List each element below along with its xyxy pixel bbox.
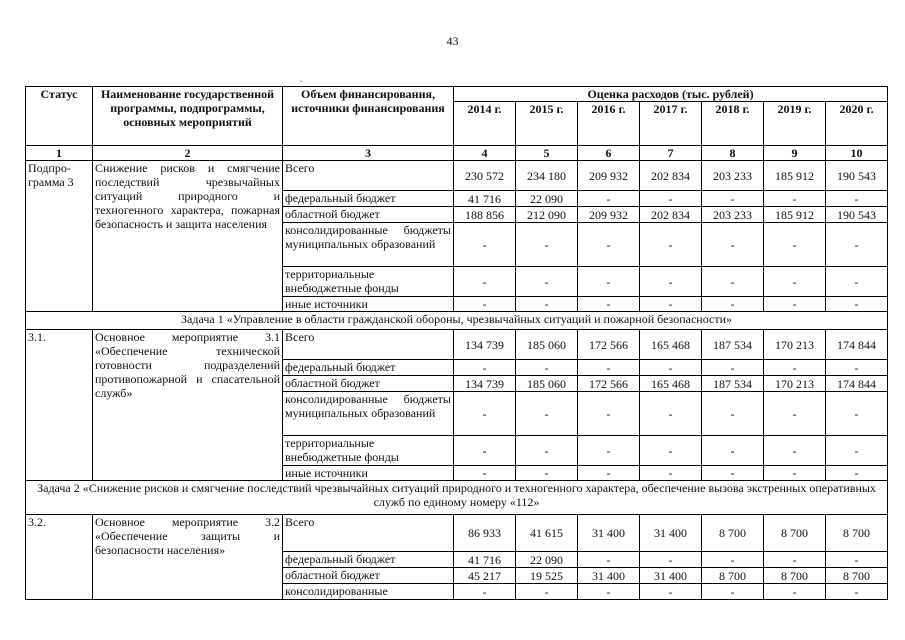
- amount-cell: -: [826, 552, 888, 568]
- amount-cell: -: [702, 267, 764, 297]
- amount-cell: 31 400: [640, 515, 702, 552]
- column-index: 5: [516, 146, 578, 161]
- amount-cell: -: [640, 436, 702, 466]
- amount-cell: -: [640, 466, 702, 481]
- amount-cell: 19 525: [516, 568, 578, 584]
- amount-cell: -: [640, 191, 702, 207]
- amount-cell: -: [826, 191, 888, 207]
- amount-cell: 170 213: [764, 376, 826, 392]
- amount-cell: 188 856: [454, 207, 516, 223]
- amount-cell: 190 543: [826, 161, 888, 191]
- amount-cell: 8 700: [702, 568, 764, 584]
- funding-source: федеральный бюджет: [283, 191, 454, 207]
- header-estimate: Оценка расходов (тыс. рублей): [454, 87, 888, 102]
- amount-cell: -: [640, 360, 702, 376]
- column-index: 6: [578, 146, 640, 161]
- funding-row: [26, 515, 888, 552]
- amount-cell: 31 400: [640, 568, 702, 584]
- amount-cell: -: [640, 297, 702, 312]
- amount-cell: 31 400: [578, 515, 640, 552]
- amount-cell: -: [702, 360, 764, 376]
- amount-cell: 185 060: [516, 376, 578, 392]
- row-program-name: Основное мероприятие 3.2 «Обеспечение защиты и безопасности населения»: [93, 515, 283, 600]
- amount-cell: -: [764, 297, 826, 312]
- amount-cell: 187 534: [702, 376, 764, 392]
- header-year: 2020 г.: [826, 102, 888, 146]
- column-index: 4: [454, 146, 516, 161]
- column-index: 10: [826, 146, 888, 161]
- amount-cell: -: [702, 552, 764, 568]
- amount-cell: 41 716: [454, 552, 516, 568]
- amount-cell: -: [578, 436, 640, 466]
- amount-cell: -: [578, 552, 640, 568]
- amount-cell: 41 716: [454, 191, 516, 207]
- amount-cell: 8 700: [764, 568, 826, 584]
- amount-cell: 8 700: [764, 515, 826, 552]
- amount-cell: -: [764, 360, 826, 376]
- amount-cell: -: [764, 191, 826, 207]
- header-year: 2018 г.: [702, 102, 764, 146]
- funding-source: областной бюджет: [283, 207, 454, 223]
- row-program-name: Снижение рисков и смягчение последствий чрезвычайных ситуаций природного и техногенного характера, пожарная безопасность и защита населения: [93, 161, 283, 312]
- page-mark: .: [300, 74, 303, 84]
- amount-cell: -: [702, 223, 764, 267]
- funding-source: консолидированные бюджеты муниципальных образований: [283, 223, 454, 267]
- amount-cell: -: [764, 392, 826, 436]
- column-index: 8: [702, 146, 764, 161]
- amount-cell: -: [454, 436, 516, 466]
- amount-cell: -: [764, 466, 826, 481]
- amount-cell: -: [764, 552, 826, 568]
- task-row: [26, 481, 888, 515]
- amount-cell: -: [702, 584, 764, 600]
- amount-cell: -: [578, 392, 640, 436]
- amount-cell: -: [578, 223, 640, 267]
- amount-cell: -: [764, 267, 826, 297]
- amount-cell: -: [454, 297, 516, 312]
- amount-cell: -: [702, 436, 764, 466]
- funding-source: областной бюджет: [283, 376, 454, 392]
- funding-source: территориальные внебюджетные фонды: [283, 267, 454, 297]
- amount-cell: -: [702, 191, 764, 207]
- amount-cell: -: [702, 297, 764, 312]
- amount-cell: 203 233: [702, 161, 764, 191]
- task-title: Задача 1 «Управление в области гражданской обороны, чрезвычайных ситуаций и пожарной безопасности»: [26, 312, 888, 330]
- amount-cell: -: [826, 584, 888, 600]
- header-name: Наименование государственной программы, подпрограммы, основных мероприятий: [93, 87, 283, 146]
- funding-source: территориальные внебюджетные фонды: [283, 436, 454, 466]
- funding-source: Всего: [283, 330, 454, 360]
- amount-cell: 209 932: [578, 207, 640, 223]
- amount-cell: 202 834: [640, 161, 702, 191]
- amount-cell: -: [826, 267, 888, 297]
- funding-source: консолидированные бюджеты муниципальных образований: [283, 392, 454, 436]
- budget-table: [25, 86, 888, 600]
- amount-cell: 22 090: [516, 552, 578, 568]
- funding-source: консолидированные: [283, 584, 454, 600]
- amount-cell: -: [640, 392, 702, 436]
- amount-cell: -: [454, 392, 516, 436]
- amount-cell: 174 844: [826, 330, 888, 360]
- amount-cell: 209 932: [578, 161, 640, 191]
- amount-cell: 8 700: [826, 568, 888, 584]
- amount-cell: 8 700: [702, 515, 764, 552]
- amount-cell: 41 615: [516, 515, 578, 552]
- amount-cell: 172 566: [578, 330, 640, 360]
- header-volume: Объем финансирования, источники финансирования: [283, 87, 454, 146]
- amount-cell: -: [454, 360, 516, 376]
- amount-cell: -: [640, 552, 702, 568]
- amount-cell: 170 213: [764, 330, 826, 360]
- amount-cell: -: [702, 466, 764, 481]
- budget-table-body: [26, 87, 888, 600]
- header-row-1: [26, 87, 888, 102]
- amount-cell: 172 566: [578, 376, 640, 392]
- amount-cell: -: [578, 297, 640, 312]
- column-index: 9: [764, 146, 826, 161]
- amount-cell: -: [826, 436, 888, 466]
- amount-cell: 31 400: [578, 568, 640, 584]
- amount-cell: 134 739: [454, 376, 516, 392]
- funding-row: [26, 330, 888, 360]
- amount-cell: 134 739: [454, 330, 516, 360]
- funding-source: Всего: [283, 515, 454, 552]
- amount-cell: 202 834: [640, 207, 702, 223]
- header-year: 2014 г.: [454, 102, 516, 146]
- task-title: Задача 2 «Снижение рисков и смягчение последствий чрезвычайных ситуаций природного и техногенного характера, обеспечение вызова экстренных оперативных служб по единому номеру «112»: [26, 481, 888, 515]
- amount-cell: 187 534: [702, 330, 764, 360]
- amount-cell: -: [516, 392, 578, 436]
- header-year: 2019 г.: [764, 102, 826, 146]
- amount-cell: -: [764, 584, 826, 600]
- column-index: 1: [26, 146, 93, 161]
- amount-cell: -: [640, 267, 702, 297]
- amount-cell: 22 090: [516, 191, 578, 207]
- amount-cell: 86 933: [454, 515, 516, 552]
- funding-row: [26, 161, 888, 191]
- amount-cell: -: [516, 267, 578, 297]
- column-index: 7: [640, 146, 702, 161]
- row-status: Подпро-грамма 3: [26, 161, 93, 312]
- row-program-name: Основное мероприятие 3.1 «Обеспечение технической готовности подразделений противопожарной и спасательной служб»: [93, 330, 283, 481]
- amount-cell: -: [516, 297, 578, 312]
- amount-cell: -: [516, 223, 578, 267]
- amount-cell: -: [764, 436, 826, 466]
- amount-cell: -: [826, 392, 888, 436]
- funding-source: Всего: [283, 161, 454, 191]
- amount-cell: -: [826, 223, 888, 267]
- amount-cell: 174 844: [826, 376, 888, 392]
- amount-cell: -: [826, 466, 888, 481]
- amount-cell: -: [640, 223, 702, 267]
- header-year: 2016 г.: [578, 102, 640, 146]
- row-status: 3.2.: [26, 515, 93, 600]
- funding-source: иные источники: [283, 466, 454, 481]
- row-status: 3.1.: [26, 330, 93, 481]
- amount-cell: -: [454, 466, 516, 481]
- funding-source: областной бюджет: [283, 568, 454, 584]
- amount-cell: -: [702, 392, 764, 436]
- amount-cell: 165 468: [640, 330, 702, 360]
- column-index: 2: [93, 146, 283, 161]
- amount-cell: -: [640, 584, 702, 600]
- amount-cell: -: [516, 360, 578, 376]
- amount-cell: -: [578, 267, 640, 297]
- amount-cell: -: [516, 584, 578, 600]
- amount-cell: -: [578, 191, 640, 207]
- amount-cell: 185 912: [764, 207, 826, 223]
- amount-cell: -: [454, 223, 516, 267]
- funding-source: иные источники: [283, 297, 454, 312]
- header-year: 2017 г.: [640, 102, 702, 146]
- amount-cell: -: [764, 223, 826, 267]
- funding-source: федеральный бюджет: [283, 552, 454, 568]
- amount-cell: 230 572: [454, 161, 516, 191]
- amount-cell: -: [826, 360, 888, 376]
- column-index-row: [26, 146, 888, 161]
- amount-cell: 185 912: [764, 161, 826, 191]
- amount-cell: 165 468: [640, 376, 702, 392]
- amount-cell: 190 543: [826, 207, 888, 223]
- amount-cell: -: [516, 436, 578, 466]
- amount-cell: 45 217: [454, 568, 516, 584]
- amount-cell: 185 060: [516, 330, 578, 360]
- amount-cell: -: [454, 267, 516, 297]
- funding-source: федеральный бюджет: [283, 360, 454, 376]
- amount-cell: -: [578, 466, 640, 481]
- amount-cell: 212 090: [516, 207, 578, 223]
- amount-cell: 8 700: [826, 515, 888, 552]
- amount-cell: 203 233: [702, 207, 764, 223]
- header-year: 2015 г.: [516, 102, 578, 146]
- amount-cell: -: [578, 584, 640, 600]
- header-status: Статус: [26, 87, 93, 146]
- amount-cell: 234 180: [516, 161, 578, 191]
- page-number: 43: [446, 34, 459, 48]
- amount-cell: -: [826, 297, 888, 312]
- column-index: 3: [283, 146, 454, 161]
- amount-cell: -: [578, 360, 640, 376]
- amount-cell: -: [454, 584, 516, 600]
- amount-cell: -: [516, 466, 578, 481]
- task-row: [26, 312, 888, 330]
